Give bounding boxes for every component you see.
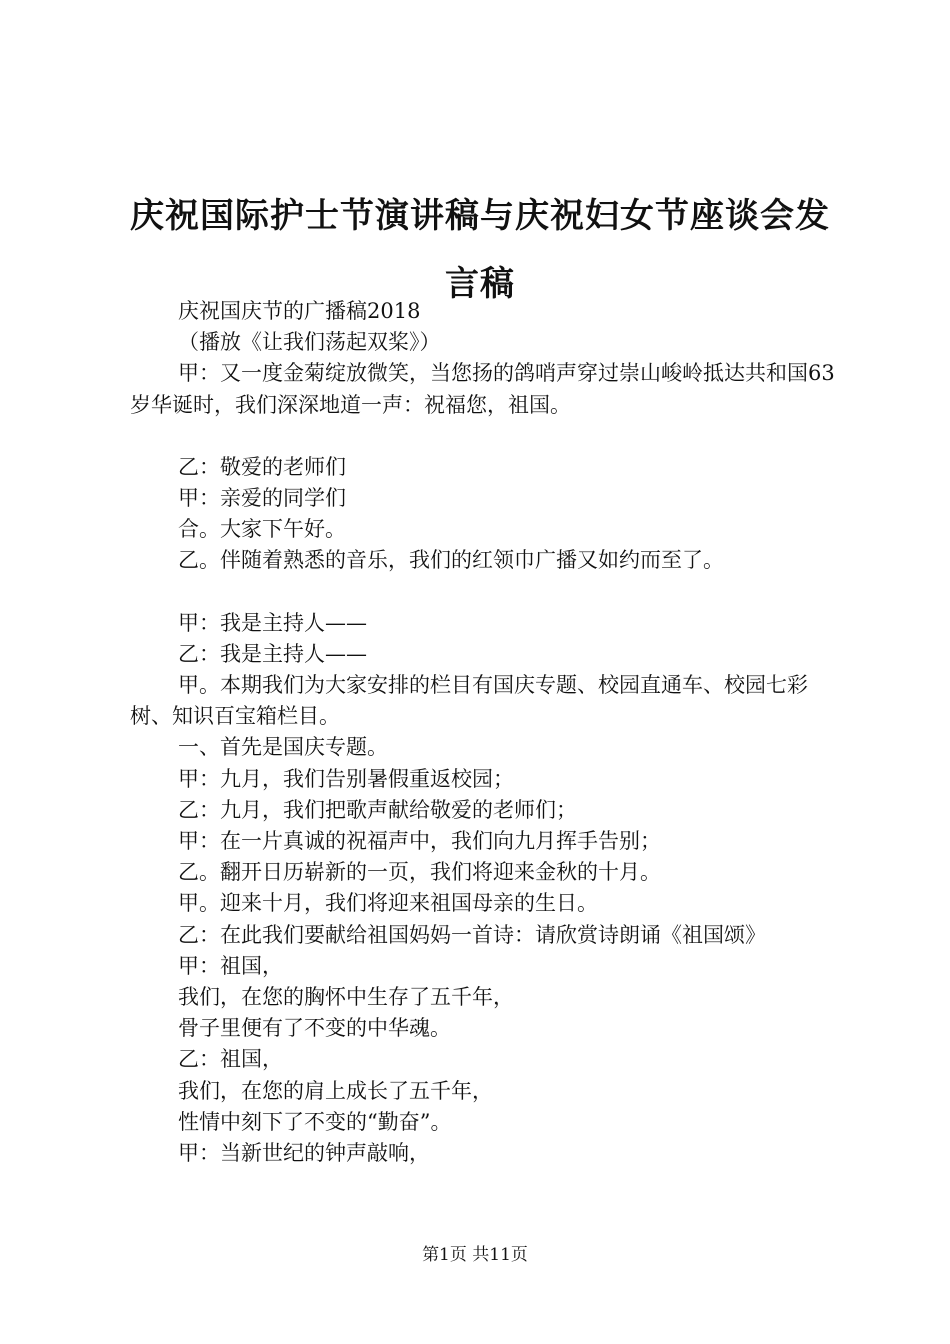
paragraph: 我们，在您的肩上成长了五千年，: [178, 1078, 493, 1103]
paragraph: 乙：九月，我们把歌声献给敬爱的老师们；: [178, 797, 577, 822]
paragraph: （播放《让我们荡起双桨》）: [178, 330, 441, 355]
paragraph: 甲：在一片真诚的祝福声中，我们向九月挥手告别；: [178, 829, 661, 854]
document-title: 庆祝国际护士节演讲稿与庆祝妇女节座谈会发言稿: [130, 196, 830, 304]
paragraph: 甲：又一度金菊绽放微笑，当您扬的鸽哨声穿过崇山峻岭抵达共和国63岁华诞时，我们深深地道一声：祝福您，祖国。: [130, 361, 835, 417]
paragraph: 乙：我是主持人——: [178, 641, 367, 666]
paragraph: 乙：敬爱的老师们: [178, 454, 346, 479]
paragraph: 甲。迎来十月，我们将迎来祖国母亲的生日。: [178, 891, 598, 916]
paragraph: 甲：当新世纪的钟声敲响，: [178, 1141, 430, 1166]
paragraph: 乙：在此我们要献给祖国妈妈一首诗：请欣赏诗朗诵《祖国颂》: [178, 922, 766, 947]
paragraph: 甲：九月，我们告别暑假重返校园；: [178, 766, 514, 791]
blank-line: [130, 421, 842, 452]
page-footer: 第1页 共11页: [422, 1245, 528, 1265]
paragraph: 乙。翻开日历崭新的一页，我们将迎来金秋的十月。: [178, 860, 661, 885]
paragraph: 甲：我是主持人——: [178, 610, 367, 635]
paragraph: 骨子里便有了不变的中华魂。: [178, 1016, 451, 1041]
paragraph: 庆祝国庆节的广播稿2018: [178, 299, 421, 323]
document-body: [130, 296, 842, 1169]
paragraph: 我们，在您的胸怀中生存了五千年，: [178, 985, 514, 1010]
paragraph: 甲。本期我们为大家安排的栏目有国庆专题、校园直通车、校园七彩树、知识百宝箱栏目。: [130, 673, 808, 729]
paragraph: 甲：亲爱的同学们: [178, 486, 346, 511]
blank-line: [130, 577, 842, 608]
paragraph: 性情中刻下了不变的“勤奋”。: [178, 1109, 452, 1134]
paragraph: 甲：祖国，: [178, 953, 283, 978]
paragraph: 一、首先是国庆专题。: [178, 735, 388, 760]
paragraph: 乙：祖国，: [178, 1047, 283, 1072]
paragraph: 合。大家下午好。: [178, 517, 346, 542]
paragraph: 乙。伴随着熟悉的音乐，我们的红领巾广播又如约而至了。: [178, 548, 724, 573]
